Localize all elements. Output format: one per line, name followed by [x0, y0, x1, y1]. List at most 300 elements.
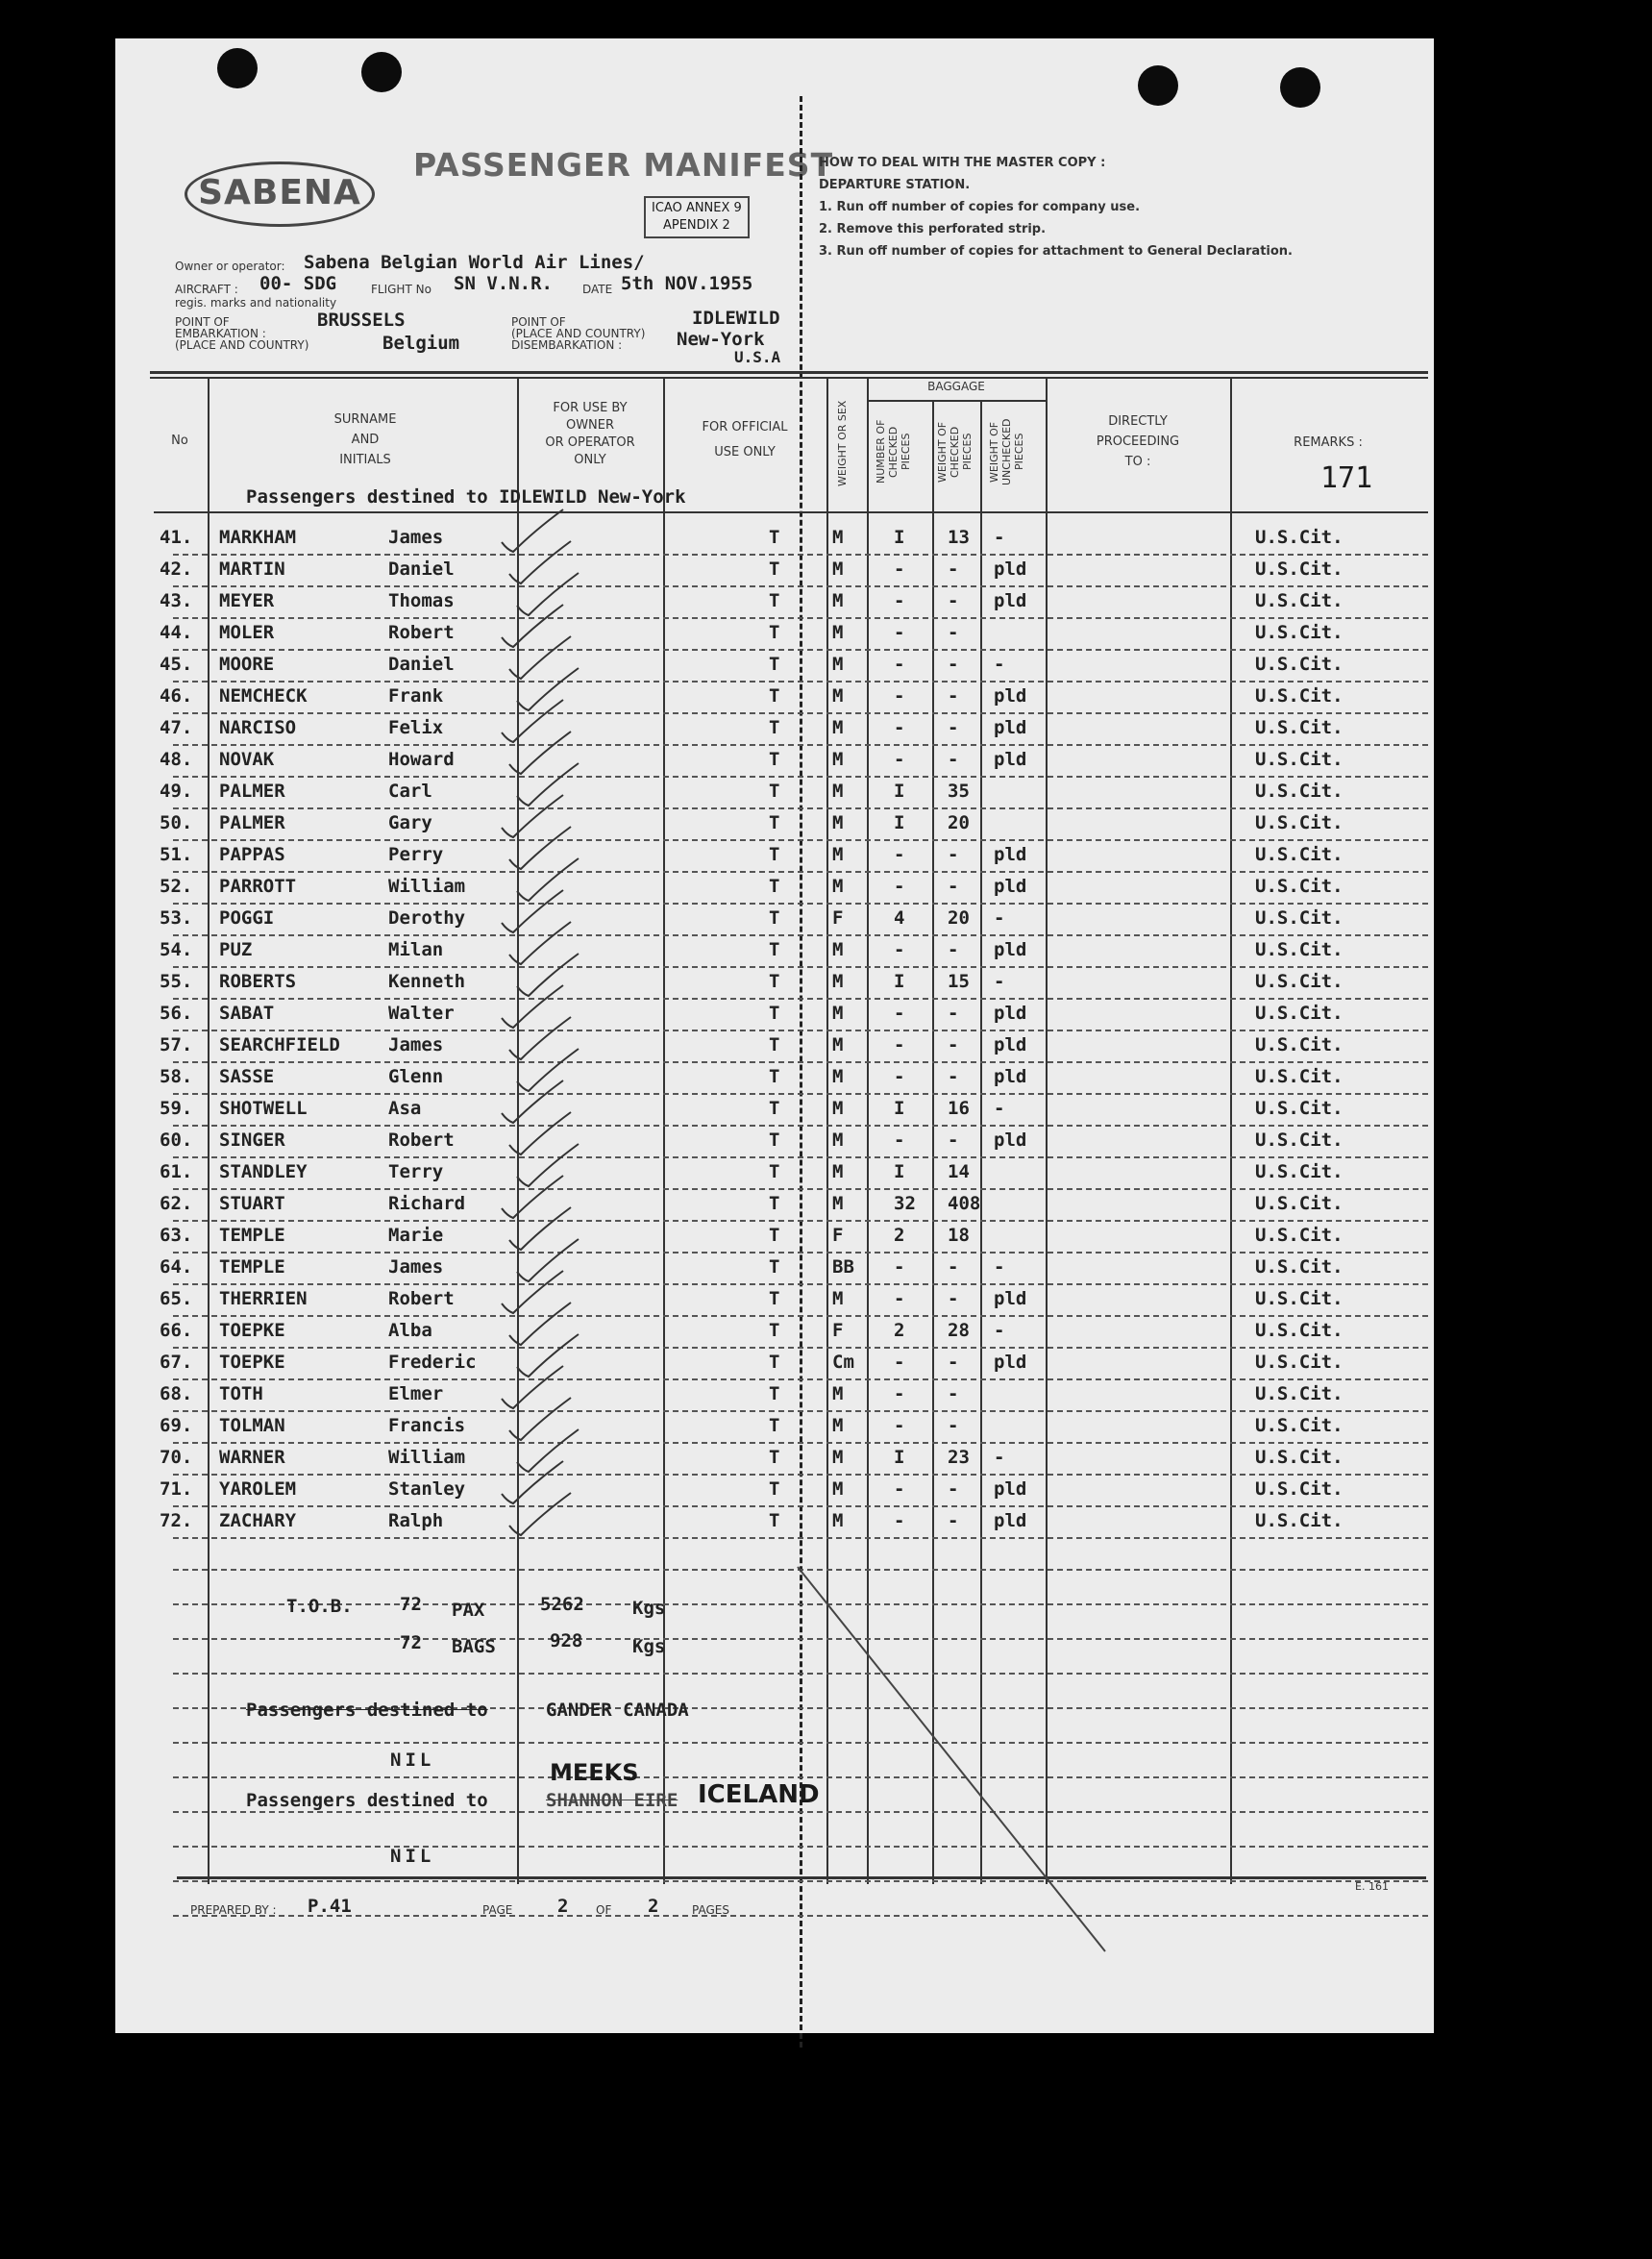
- table-row: [115, 1415, 1434, 1440]
- col-num-checked: NUMBER OF CHECKED PIECES: [875, 419, 912, 484]
- col-directly-line: DIRECTLY: [1108, 414, 1168, 429]
- instructions-station: DEPARTURE STATION.: [819, 178, 971, 192]
- of-label: OF: [596, 1903, 612, 1917]
- row-official-mark: T: [769, 844, 780, 865]
- table-row: [115, 717, 1434, 742]
- col-owner-line: FOR USE BY: [553, 401, 628, 415]
- row-number: 54.: [160, 939, 193, 960]
- row-official-mark: T: [769, 1225, 780, 1246]
- row-surname: MARTIN: [219, 559, 285, 580]
- row-sex: Cm: [832, 1352, 854, 1373]
- date-label: DATE: [582, 283, 613, 296]
- row-rule: [173, 934, 1428, 936]
- row-checked-weight: -: [948, 1066, 959, 1087]
- row-checked-weight: 13: [948, 527, 970, 548]
- row-unchecked-weight: pld: [994, 844, 1027, 865]
- col-surname-line: AND: [351, 433, 380, 447]
- row-surname: NARCISO: [219, 717, 297, 738]
- pax-count: 72: [400, 1594, 422, 1615]
- row-checked-pieces: I: [894, 1447, 905, 1468]
- row-number: 68.: [160, 1383, 193, 1404]
- row-surname: TOEPKE: [219, 1352, 285, 1373]
- bags-label: BAGS: [452, 1636, 496, 1657]
- row-checked-weight: 20: [948, 812, 970, 833]
- row-unchecked-weight: -: [994, 527, 1005, 548]
- destination-line: Passengers destined to IDLEWILD New-York: [246, 486, 686, 508]
- row-sex: F: [832, 1320, 844, 1341]
- row-surname: THERRIEN: [219, 1288, 308, 1309]
- row-checked-pieces: -: [894, 1256, 905, 1278]
- row-number: 57.: [160, 1034, 193, 1055]
- row-official-mark: T: [769, 1256, 780, 1278]
- prepared-label: PREPARED BY :: [190, 1903, 277, 1917]
- row-remarks: U.S.Cit.: [1255, 876, 1344, 897]
- row-checked-pieces: I: [894, 971, 905, 992]
- row-checked-pieces: -: [894, 1352, 905, 1373]
- row-rule: [173, 617, 1428, 619]
- embark-label: POINT OF: [175, 315, 230, 329]
- row-official-mark: T: [769, 622, 780, 643]
- tob-label: T.O.B.: [286, 1596, 353, 1617]
- row-first-name: Robert: [388, 1288, 455, 1309]
- row-first-name: Ralph: [388, 1510, 444, 1531]
- icao-line-2: APENDIX 2: [662, 218, 730, 233]
- row-unchecked-weight: pld: [994, 1003, 1027, 1024]
- row-sex: M: [832, 590, 844, 611]
- disembark-state: New-York: [677, 329, 765, 350]
- row-remarks: U.S.Cit.: [1255, 1256, 1344, 1278]
- row-number: 45.: [160, 654, 193, 675]
- row-rule: [173, 998, 1428, 1000]
- row-surname: PAPPAS: [219, 844, 285, 865]
- row-unchecked-weight: pld: [994, 1510, 1027, 1531]
- row-unchecked-weight: pld: [994, 939, 1027, 960]
- col-surname-line: INITIALS: [339, 453, 391, 467]
- row-rule: [173, 1156, 1428, 1158]
- row-checked-pieces: -: [894, 1478, 905, 1500]
- row-checked-pieces: I: [894, 781, 905, 802]
- handwritten-meeks: MEEKS: [550, 1759, 639, 1786]
- row-remarks: U.S.Cit.: [1255, 812, 1344, 833]
- row-number: 53.: [160, 907, 193, 929]
- row-sex: M: [832, 1415, 844, 1436]
- date-value: 5th NOV.1955: [621, 273, 753, 294]
- row-first-name: Elmer: [388, 1383, 444, 1404]
- table-row: [115, 939, 1434, 964]
- row-first-name: Kenneth: [388, 971, 466, 992]
- row-remarks: U.S.Cit.: [1255, 1383, 1344, 1404]
- row-sex: M: [832, 1447, 844, 1468]
- table-row: [115, 844, 1434, 869]
- row-unchecked-weight: -: [994, 1320, 1005, 1341]
- table-row: [115, 1193, 1434, 1218]
- row-first-name: Frederic: [388, 1352, 477, 1373]
- row-checked-weight: -: [948, 1352, 959, 1373]
- row-surname: POGGI: [219, 907, 275, 929]
- row-sex: M: [832, 654, 844, 675]
- row-surname: SABAT: [219, 1003, 275, 1024]
- row-official-mark: T: [769, 1415, 780, 1436]
- row-rule: [173, 1220, 1428, 1222]
- row-first-name: Terry: [388, 1161, 444, 1182]
- check-mark: [504, 1485, 580, 1543]
- row-surname: ROBERTS: [219, 971, 297, 992]
- aircraft-value: 00- SDG: [259, 273, 337, 294]
- row-rule: [173, 649, 1428, 651]
- row-sex: BB: [832, 1256, 854, 1278]
- row-checked-weight: -: [948, 1510, 959, 1531]
- table-row: [115, 1478, 1434, 1503]
- row-official-mark: T: [769, 781, 780, 802]
- row-number: 44.: [160, 622, 193, 643]
- row-first-name: Frank: [388, 685, 444, 707]
- row-remarks: U.S.Cit.: [1255, 1510, 1344, 1531]
- row-rule: [173, 1188, 1428, 1190]
- row-checked-weight: -: [948, 1256, 959, 1278]
- row-remarks: U.S.Cit.: [1255, 1066, 1344, 1087]
- row-checked-weight: -: [948, 685, 959, 707]
- row-sex: M: [832, 971, 844, 992]
- row-surname: MOLER: [219, 622, 275, 643]
- row-remarks: U.S.Cit.: [1255, 781, 1344, 802]
- row-number: 46.: [160, 685, 193, 707]
- row-surname: PALMER: [219, 812, 285, 833]
- instructions-heading: HOW TO DEAL WITH THE MASTER COPY :: [819, 156, 1106, 170]
- row-first-name: Francis: [388, 1415, 466, 1436]
- row-rule: [173, 1030, 1428, 1031]
- row-official-mark: T: [769, 812, 780, 833]
- table-row: [115, 971, 1434, 996]
- col-baggage: BAGGAGE: [927, 380, 985, 393]
- row-number: 52.: [160, 876, 193, 897]
- row-unchecked-weight: pld: [994, 749, 1027, 770]
- row-sex: M: [832, 812, 844, 833]
- row-checked-weight: 408: [948, 1193, 981, 1214]
- row-remarks: U.S.Cit.: [1255, 1225, 1344, 1246]
- row-checked-weight: -: [948, 559, 959, 580]
- instruction-item: 3. Run off number of copies for attachment to General Declaration.: [819, 244, 1293, 259]
- table-row: [115, 1003, 1434, 1028]
- row-first-name: Robert: [388, 622, 455, 643]
- table-row: [115, 749, 1434, 774]
- row-first-name: James: [388, 1034, 444, 1055]
- row-sex: M: [832, 1288, 844, 1309]
- row-remarks: U.S.Cit.: [1255, 1447, 1344, 1468]
- row-rule: [154, 511, 1428, 513]
- table-row: [115, 1130, 1434, 1154]
- bags-weight: 928: [550, 1630, 583, 1651]
- row-rule: [173, 744, 1428, 746]
- row-checked-weight: -: [948, 1383, 959, 1404]
- punch-hole: [217, 48, 258, 88]
- row-official-mark: T: [769, 717, 780, 738]
- row-checked-weight: -: [948, 1130, 959, 1151]
- row-remarks: U.S.Cit.: [1255, 622, 1344, 643]
- col-owner-use: [519, 400, 661, 469]
- row-number: 42.: [160, 559, 193, 580]
- row-remarks: U.S.Cit.: [1255, 654, 1344, 675]
- flight-value: SN V.N.R.: [454, 273, 553, 294]
- row-surname: STANDLEY: [219, 1161, 308, 1182]
- row-unchecked-weight: -: [994, 654, 1005, 675]
- row-official-mark: T: [769, 590, 780, 611]
- row-official-mark: T: [769, 1130, 780, 1151]
- row-official-mark: T: [769, 1098, 780, 1119]
- row-unchecked-weight: -: [994, 1256, 1005, 1278]
- embark-city: BRUSSELS: [317, 310, 406, 331]
- row-checked-pieces: I: [894, 527, 905, 548]
- row-checked-weight: -: [948, 717, 959, 738]
- row-number: 60.: [160, 1130, 193, 1151]
- row-checked-weight: 16: [948, 1098, 970, 1119]
- icao-annex-box: [644, 196, 750, 238]
- row-unchecked-weight: pld: [994, 559, 1027, 580]
- table-row: [115, 876, 1434, 901]
- row-first-name: Walter: [388, 1003, 455, 1024]
- gander-label: Passengers destined to: [246, 1700, 488, 1721]
- row-surname: TEMPLE: [219, 1225, 285, 1246]
- row-checked-pieces: -: [894, 939, 905, 960]
- iceland-label: Passengers destined to: [246, 1790, 488, 1811]
- row-number: 51.: [160, 844, 193, 865]
- table-row: [115, 1256, 1434, 1281]
- disembark-city: IDLEWILD: [692, 308, 780, 329]
- row-checked-weight: -: [948, 1478, 959, 1500]
- row-number: 67.: [160, 1352, 193, 1373]
- row-sex: M: [832, 939, 844, 960]
- table-row: [115, 622, 1434, 647]
- row-first-name: Felix: [388, 717, 444, 738]
- table-row: [115, 812, 1434, 837]
- row-remarks: U.S.Cit.: [1255, 1478, 1344, 1500]
- row-checked-pieces: -: [894, 1003, 905, 1024]
- row-checked-weight: 20: [948, 907, 970, 929]
- row-first-name: Alba: [388, 1320, 432, 1341]
- row-checked-weight: -: [948, 939, 959, 960]
- row-number: 41.: [160, 527, 193, 548]
- punch-hole: [361, 52, 402, 92]
- row-number: 55.: [160, 971, 193, 992]
- row-sex: M: [832, 527, 844, 548]
- instruction-item: 1. Run off number of copies for company use.: [819, 200, 1141, 214]
- row-checked-pieces: -: [894, 1288, 905, 1309]
- row-unchecked-weight: pld: [994, 685, 1027, 707]
- col-owner-line: OWNER: [565, 418, 615, 433]
- page-label: PAGE: [482, 1903, 513, 1917]
- row-sex: M: [832, 876, 844, 897]
- form-code: E. 161: [1355, 1880, 1389, 1893]
- row-first-name: Milan: [388, 939, 444, 960]
- row-remarks: U.S.Cit.: [1255, 1003, 1344, 1024]
- row-sex: M: [832, 685, 844, 707]
- header-rule: [150, 371, 1428, 374]
- row-number: 62.: [160, 1193, 193, 1214]
- row-rule: [173, 776, 1428, 778]
- row-unchecked-weight: pld: [994, 1288, 1027, 1309]
- row-surname: WARNER: [219, 1447, 285, 1468]
- row-surname: SINGER: [219, 1130, 285, 1151]
- pax-unit: Kgs: [632, 1598, 666, 1619]
- row-remarks: U.S.Cit.: [1255, 1193, 1344, 1214]
- aircraft-label: AIRCRAFT :: [175, 283, 238, 296]
- embark-country: Belgium: [382, 333, 460, 354]
- pax-weight: 5262: [540, 1594, 584, 1615]
- row-sex: M: [832, 1130, 844, 1151]
- row-remarks: U.S.Cit.: [1255, 1161, 1344, 1182]
- row-remarks: U.S.Cit.: [1255, 527, 1344, 548]
- row-rule: [173, 1315, 1428, 1317]
- row-rule: [173, 554, 1428, 556]
- row-checked-weight: -: [948, 1034, 959, 1055]
- embark-label: EMBARKATION :: [175, 327, 266, 340]
- table-row: [115, 1034, 1434, 1059]
- row-checked-weight: 28: [948, 1320, 970, 1341]
- row-first-name: William: [388, 1447, 466, 1468]
- col-official-use: [665, 415, 825, 465]
- row-first-name: William: [388, 876, 466, 897]
- row-remarks: U.S.Cit.: [1255, 685, 1344, 707]
- row-surname: TOTH: [219, 1383, 263, 1404]
- row-remarks: U.S.Cit.: [1255, 1320, 1344, 1341]
- row-unchecked-weight: pld: [994, 1066, 1027, 1087]
- row-checked-pieces: 32: [894, 1193, 916, 1214]
- row-checked-weight: -: [948, 1288, 959, 1309]
- row-official-mark: T: [769, 527, 780, 548]
- row-official-mark: T: [769, 1066, 780, 1087]
- gander-nil: NIL: [390, 1750, 435, 1771]
- row-sex: M: [832, 559, 844, 580]
- punch-hole: [1138, 65, 1178, 106]
- row-official-mark: T: [769, 1352, 780, 1373]
- table-row: [115, 1066, 1434, 1091]
- col-surname: [308, 410, 423, 470]
- row-number: 47.: [160, 717, 193, 738]
- instruction-item: 2. Remove this perforated strip.: [819, 222, 1047, 236]
- row-checked-pieces: -: [894, 1415, 905, 1436]
- row-rule: [173, 681, 1428, 683]
- row-checked-pieces: I: [894, 1161, 905, 1182]
- row-number: 61.: [160, 1161, 193, 1182]
- row-rule: [173, 839, 1428, 841]
- col-remarks: REMARKS :: [1294, 435, 1363, 450]
- row-first-name: Richard: [388, 1193, 466, 1214]
- row-number: 66.: [160, 1320, 193, 1341]
- table-row: [115, 1510, 1434, 1535]
- row-checked-weight: 14: [948, 1161, 970, 1182]
- row-surname: TOLMAN: [219, 1415, 285, 1436]
- row-checked-pieces: -: [894, 1130, 905, 1151]
- row-official-mark: T: [769, 654, 780, 675]
- row-first-name: Carl: [388, 781, 432, 802]
- row-checked-pieces: 2: [894, 1225, 905, 1246]
- row-checked-pieces: -: [894, 654, 905, 675]
- table-row: [115, 1098, 1434, 1123]
- row-checked-weight: -: [948, 622, 959, 643]
- row-checked-weight: -: [948, 876, 959, 897]
- row-checked-pieces: -: [894, 749, 905, 770]
- row-checked-pieces: -: [894, 622, 905, 643]
- row-checked-weight: -: [948, 1003, 959, 1024]
- table-row: [115, 1225, 1434, 1250]
- row-sex: M: [832, 749, 844, 770]
- icao-line-1: ICAO ANNEX 9: [652, 201, 742, 215]
- row-number: 63.: [160, 1225, 193, 1246]
- row-unchecked-weight: pld: [994, 590, 1027, 611]
- row-number: 56.: [160, 1003, 193, 1024]
- row-checked-pieces: I: [894, 1098, 905, 1119]
- table-row: [115, 654, 1434, 679]
- row-checked-weight: -: [948, 654, 959, 675]
- row-surname: SEARCHFIELD: [219, 1034, 340, 1055]
- col-owner-line: OR OPERATOR: [545, 435, 635, 450]
- owner-value: Sabena Belgian World Air Lines/: [304, 252, 645, 273]
- row-official-mark: T: [769, 1478, 780, 1500]
- row-sex: M: [832, 1478, 844, 1500]
- row-checked-weight: 23: [948, 1447, 970, 1468]
- row-surname: TOEPKE: [219, 1320, 285, 1341]
- owner-label: Owner or operator:: [175, 260, 285, 273]
- row-surname: SASSE: [219, 1066, 275, 1087]
- row-unchecked-weight: pld: [994, 1130, 1027, 1151]
- row-official-mark: T: [769, 1447, 780, 1468]
- row-official-mark: T: [769, 1034, 780, 1055]
- col-owner-line: ONLY: [574, 453, 606, 467]
- row-remarks: U.S.Cit.: [1255, 559, 1344, 580]
- row-surname: PARROTT: [219, 876, 297, 897]
- row-first-name: James: [388, 527, 444, 548]
- row-checked-pieces: -: [894, 1066, 905, 1087]
- row-surname: NEMCHECK: [219, 685, 308, 707]
- row-checked-weight: -: [948, 590, 959, 611]
- row-first-name: Robert: [388, 1130, 455, 1151]
- row-surname: TEMPLE: [219, 1256, 285, 1278]
- disembark-label: (PLACE AND COUNTRY): [511, 327, 646, 340]
- row-rule: [173, 1474, 1428, 1476]
- col-weight-checked: WEIGHT OF CHECKED PIECES: [936, 421, 974, 483]
- row-rule: [173, 903, 1428, 905]
- row-number: 49.: [160, 781, 193, 802]
- row-sex: F: [832, 1225, 844, 1246]
- table-row: [115, 781, 1434, 806]
- table-row: [115, 907, 1434, 932]
- pages-label: PAGES: [692, 1903, 729, 1917]
- row-official-mark: T: [769, 1003, 780, 1024]
- row-first-name: Derothy: [388, 907, 466, 929]
- row-unchecked-weight: pld: [994, 1478, 1027, 1500]
- row-checked-pieces: I: [894, 812, 905, 833]
- row-first-name: Gary: [388, 812, 432, 833]
- row-surname: ZACHARY: [219, 1510, 297, 1531]
- row-remarks: U.S.Cit.: [1255, 907, 1344, 929]
- handwritten-iceland: ICELAND: [698, 1780, 820, 1809]
- row-sex: M: [832, 1034, 844, 1055]
- row-sex: M: [832, 1098, 844, 1119]
- regis-note: regis. marks and nationality: [175, 296, 337, 310]
- row-official-mark: T: [769, 1383, 780, 1404]
- row-number: 69.: [160, 1415, 193, 1436]
- row-official-mark: T: [769, 876, 780, 897]
- row-official-mark: T: [769, 907, 780, 929]
- flight-label: FLIGHT No: [371, 283, 431, 296]
- row-official-mark: T: [769, 1193, 780, 1214]
- row-remarks: U.S.Cit.: [1255, 1288, 1344, 1309]
- row-checked-pieces: -: [894, 1034, 905, 1055]
- row-surname: MEYER: [219, 590, 275, 611]
- row-number: 59.: [160, 1098, 193, 1119]
- row-rule: [173, 1537, 1428, 1539]
- row-official-mark: T: [769, 971, 780, 992]
- row-first-name: James: [388, 1256, 444, 1278]
